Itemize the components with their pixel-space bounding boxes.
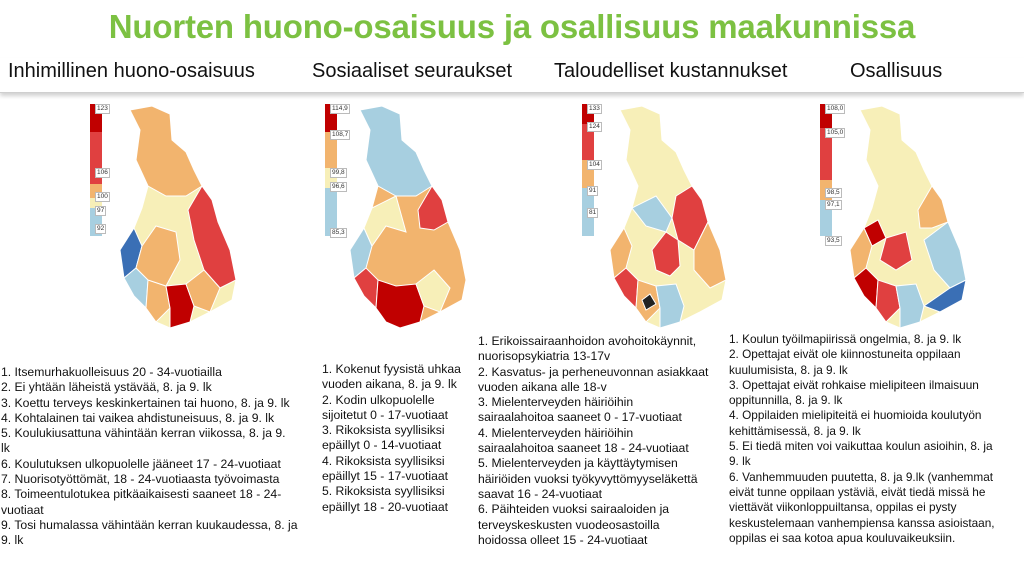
legend-tick: 104 [589,161,600,168]
list-item: 4. Oppilaiden mielipiteitä ei huomioida koulutyön [729,408,982,423]
list-item: nuorisopsykiatria 13-17v [478,349,611,364]
legend-tick: 123 [97,105,108,112]
list-item: keskustelemaan vanhempiensa kanssa asioistaan, [729,515,995,530]
column-header-participation: Osallisuus [850,60,943,82]
list-item: 1. Itsemurhakuolleisuus 20 - 34-vuotiailla [1,365,222,379]
column-header-bar [0,58,1024,93]
list-item: 3. Rikoksista syyllisiksi [322,423,445,438]
list-item: kehittämisessä, 8. ja 9. lk [729,423,861,438]
column-header-economic: Taloudelliset kustannukset [554,60,788,82]
list-item: 5. Rikoksista syyllisiksi [322,484,445,499]
list-item: 2. Opettajat eivät ole kiinnostuneita oppilaan [729,347,961,362]
indicator-list-participation [729,332,1022,546]
list-item: 6. Vanhemmuuden puutetta, 8. ja 9.lk (vanhemmat [729,469,994,484]
list-item: 2. Ei yhtään läheistä ystävää, 8. ja 9. lk [1,380,212,395]
list-item: vuoden aikana, 8. ja 9. lk [322,377,457,392]
legend-tick: 97,1 [827,201,840,208]
list-item: 1. Erikoissairaanhoidon avohoitokäynnit, [478,334,697,348]
list-item: 1. Koulun työilmapiirissä ongelmia, 8. ja 9. lk [729,332,962,346]
legend-tick: 105,0 [827,129,844,136]
list-item: saavat 16 - 24-vuotiaat [478,486,602,501]
list-item: sijoitetut 0 - 17-vuotiaat [322,407,449,422]
legend-tick: 81 [589,209,597,216]
list-item: 6. Koulutuksen ulkopuolelle jääneet 17 - 24-vuotiaat [1,456,281,471]
legend-tick: 114,9 [332,105,348,112]
legend-tick: 133 [589,105,600,112]
list-item: lk [1,441,10,456]
legend-tick: 85,3 [332,229,345,236]
legend-tick: 108,7 [332,131,349,138]
legend-tick: 106 [97,169,108,176]
legend-tick: 97 [97,207,105,214]
finland-map-participation [820,100,980,345]
list-item: 5. Mielenterveyden ja käyttäytymisen [478,456,678,471]
legend-tick: 99,8 [332,169,345,176]
list-item: epäillyt 0 - 14-vuotiaat [322,438,442,453]
list-item: eivät tunne oppilaan ystäviä, eivät tiedä missä he [729,484,986,499]
finland-map-human [90,100,250,345]
indicator-list-economic [478,334,723,548]
list-item: 4. Rikoksista syyllisiksi [322,453,445,468]
list-item: 3. Opettajat eivät rohkaise mielipiteen ilmaisuun [729,377,979,392]
list-item: kuulumisista, 8. ja 9. lk [729,362,848,377]
page-title: Nuorten huono-osaisuus ja osallisuus maakunnissa [108,8,916,45]
list-item: 5. Ei tiedä miten voi vaikuttaa koulun asioihin, 8. ja [729,439,993,454]
list-item: 4. Mielenterveyden häiriöihin [478,425,634,440]
legend-tick: 124 [589,123,600,130]
legend-tick: 93,5 [827,237,840,244]
list-item: oppitunnilla, 8. ja 9. lk [729,393,843,408]
list-item: 2. Kasvatus- ja perheneuvonnan asiakkaat [478,364,709,379]
list-item: 2. Kodin ulkopuolelle [322,392,435,407]
list-item: häiriöiden vuoksi työkyvyttömyyseläkettä [478,471,698,486]
list-item: oppilas ei saa kotoa apua kouluvaikeuksiin. [729,530,956,545]
legend-tick: 98,5 [827,189,840,196]
list-item: 3. Mielenterveyden häiriöihin [478,395,634,410]
list-item: sairaalahoitoa saaneet 0 - 17-vuotiaat [478,410,682,425]
legend-tick: 92 [97,225,105,232]
list-item: vuotiaat [1,502,44,517]
list-item: 9. lk [729,454,751,469]
list-item: sairaalahoitoa saaneet 18 - 24-vuotiaat [478,441,689,456]
legend-tick: 100 [97,193,108,200]
list-item: vuoden aikana alle 18-v [478,379,607,394]
list-item: 6. Päihteiden vuoksi sairaaloiden ja [478,502,670,517]
list-item: 5. Koulukiusattuna vähintään kerran viikossa, 8. ja 9. [1,426,286,441]
column-header-human: Inhimillinen huono-osaisuus [8,60,255,82]
list-item: terveyskeskusten vuodeosastoilla [478,517,660,532]
legend-tick: 96,6 [332,183,345,190]
list-item: 7. Nuorisotyöttömät, 18 - 24-vuotiaasta työvoimasta [1,472,280,487]
list-item: 3. Koettu terveys keskinkertainen tai huono, 8. ja 9. lk [1,395,290,410]
list-item: 9. lk [1,533,24,548]
finland-map-economic [580,100,740,345]
list-item: hoidossa olleet 15 - 24-vuotiaat [478,532,648,547]
list-item: 4. Kohtalainen tai vaikea ahdistuneisuus, 8. ja 9. lk [1,410,275,425]
indicator-list-human [1,365,319,549]
list-item: 9. Tosi humalassa vähintään kerran kuukaudessa, 8. ja [1,517,298,532]
list-item: epäillyt 15 - 17-vuotiaat [322,469,449,484]
list-item: 8. Toimeentulotukea pitkäaikaisesti saaneet 18 - 24- [1,487,282,502]
legend-tick: 108,0 [827,105,844,112]
legend-tick: 91 [589,187,597,194]
column-header-social: Sosiaaliset seuraukset [312,60,513,82]
list-item: epäillyt 18 - 20-vuotiaat [322,499,449,514]
list-item: 1. Kokenut fyysistä uhkaa [322,362,461,376]
list-item: viettävät viikonloppuiltansa, oppilas ei pysty [729,500,957,515]
finland-map-social [320,100,480,345]
indicator-list-social [322,362,472,515]
